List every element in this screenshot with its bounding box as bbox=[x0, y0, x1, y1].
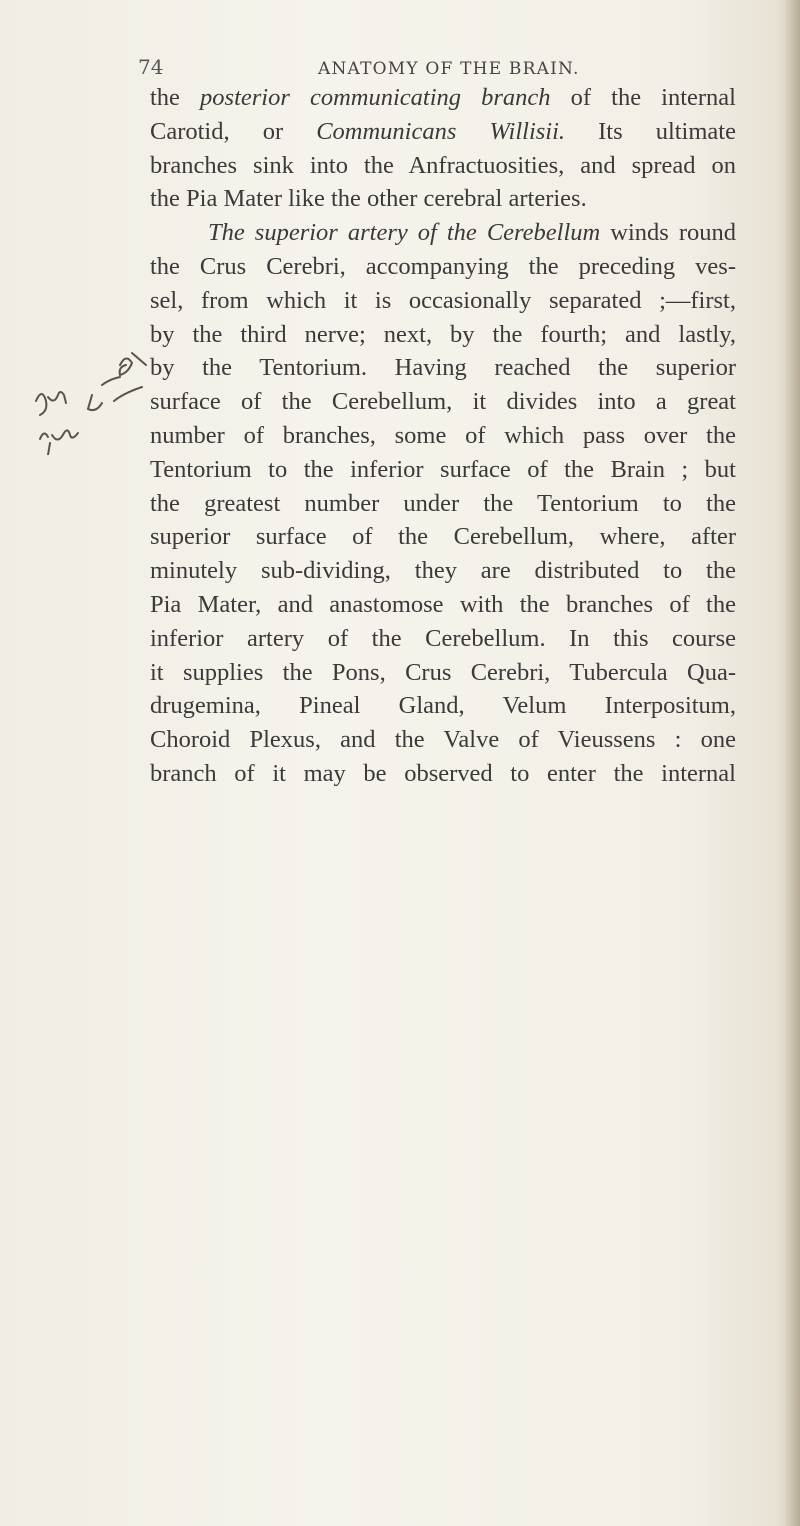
text-line: branch of it may be observed to enter the internal bbox=[150, 759, 736, 787]
text-line: The superior artery of the Cerebellum winds round bbox=[208, 219, 736, 247]
page-number: 74 bbox=[138, 55, 164, 79]
text-line: Tentorium to the inferior surface of the Brain ; but bbox=[150, 455, 736, 483]
text-line: surface of the Cerebellum, it divides into a great bbox=[150, 388, 736, 416]
text-line: Pia Mater, and anastomose with the branches of the bbox=[150, 590, 736, 618]
page-edge-shadow bbox=[786, 0, 800, 1526]
text-line: superior surface of the Cerebellum, where, after bbox=[150, 523, 736, 551]
text-line: the Pia Mater like the other cerebral arteries. bbox=[150, 185, 587, 213]
body-text bbox=[150, 81, 736, 791]
running-head: ANATOMY OF THE BRAIN. bbox=[318, 59, 580, 79]
text-line: drugemina, Pineal Gland, Velum Interpositum, bbox=[150, 692, 736, 720]
text-line: inferior artery of the Cerebellum. In this course bbox=[150, 624, 736, 652]
text-line: by the Tentorium. Having reached the superior bbox=[150, 354, 736, 382]
text-line: number of branches, some of which pass over the bbox=[150, 421, 736, 449]
handwritten-annotation bbox=[28, 345, 158, 455]
text-line: sel, from which it is occasionally separated ;—first, bbox=[150, 286, 736, 314]
text-line: Carotid, or Communicans Willisii. Its ultimate bbox=[150, 117, 736, 145]
text-line: branches sink into the Anfractuosities, and spread on bbox=[150, 151, 736, 179]
text-line: the posterior communicating branch of the internal bbox=[150, 84, 736, 111]
text-line: minutely sub-dividing, they are distributed to the bbox=[150, 557, 736, 585]
text-line: by the third nerve; next, by the fourth; and lastly, bbox=[150, 320, 736, 348]
text-line: Choroid Plexus, and the Valve of Vieussens : one bbox=[150, 726, 736, 754]
text-line: it supplies the Pons, Crus Cerebri, Tubercula Qua- bbox=[150, 658, 736, 686]
text-line: the greatest number under the Tentorium to the bbox=[150, 489, 736, 517]
text-line: the Crus Cerebri, accompanying the preceding ves- bbox=[150, 252, 736, 280]
